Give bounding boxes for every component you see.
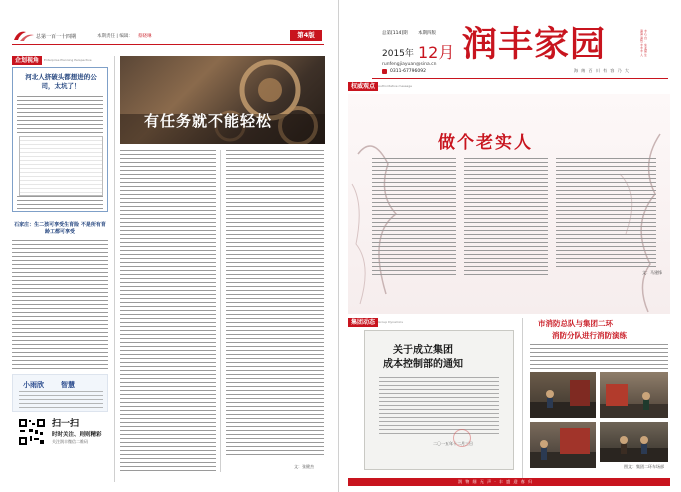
sidebar-subhead: 石家庄：生二孩可享受生育险 不是所有育龄工都可享受 [14, 222, 106, 235]
left-page [0, 0, 339, 492]
article-col-divider [220, 150, 221, 472]
notice-tag: 集团动态 [348, 318, 378, 327]
feature-col-2 [464, 158, 548, 278]
promo-title: 小雨欣 [23, 381, 44, 389]
masthead-year: 2015年 [382, 49, 414, 59]
promo-sub: 智慧 [61, 381, 75, 389]
masthead-phone: 0311-67796092 [390, 69, 426, 74]
header-page-label: 第4版 [290, 30, 322, 41]
news-credit: 图文：集团二环车场部 [624, 464, 664, 469]
masthead-url: runfengjiayuan@sina.cn [382, 62, 437, 67]
masthead-motto: 海 纳 百 川 有 容 乃 大 [574, 68, 630, 73]
news-photo-3 [530, 422, 596, 468]
sidebar-tag-sub: Enterprise Planning Perspective [44, 58, 92, 62]
header-editor: 蔡晓琳 [138, 34, 152, 39]
notice-divider [522, 318, 523, 480]
news-body [530, 344, 668, 370]
sidebar-promo [12, 374, 108, 412]
qr-title: 扫一扫 [52, 419, 80, 429]
article-photo [120, 56, 325, 144]
feature-col-3 [556, 158, 656, 268]
sidebar-body-text-2 [17, 196, 103, 210]
feature-tag: 权威观点 [348, 82, 378, 91]
masthead-title: 润丰家园 [462, 24, 607, 65]
sidebar-ranking-table [19, 136, 103, 196]
masthead-issue: 总第[114]期 [382, 31, 408, 36]
article-author: 文：张健杰 [294, 464, 314, 469]
sidebar-body-text [17, 96, 103, 134]
promo-text [19, 391, 103, 409]
article-col-2 [226, 150, 324, 456]
feature-tag-sub: Authoritative message [378, 84, 413, 88]
phone-icon [382, 69, 387, 74]
qr-line1: 时时关注、则则精彩 [52, 432, 102, 438]
notice-body [379, 377, 499, 435]
news-title-2: 消防分队进行消防演练 [552, 331, 627, 340]
sidebar-tag: 企划视角 [12, 56, 42, 65]
header-rule [12, 44, 324, 45]
masthead-month: 12月 [418, 43, 455, 62]
article-col-1 [120, 150, 216, 472]
news-photo-1 [530, 372, 596, 418]
header-issue: 总第一百一十四期 [36, 34, 77, 40]
bottom-bar-text: 润 物 细 无 声 · 丰 盛 迎 春 归 [458, 479, 533, 484]
notice-box [364, 330, 514, 470]
page-bottom-bar [348, 478, 670, 486]
notice-tag-sub: Group Dynamics [378, 320, 403, 324]
feature-title: 做个老实人 [438, 133, 533, 153]
feature-banner [348, 94, 670, 314]
header-inner-label: 本期责任 | 编辑： [97, 34, 133, 39]
sidebar-headline: 河北人挤破头都想进的公司，太坑了！ [25, 73, 97, 90]
qr-line2: 关注润丰微信二维码 [52, 439, 88, 444]
masthead-slogan: 润 丰 润 心 润 自 然 · 丰 实 丰 业 丰 富 人 生 [640, 29, 647, 57]
sidebar-divider [114, 56, 115, 482]
news-title-1: 市消防总队与集团二环 [538, 319, 613, 328]
feature-col-1 [372, 158, 456, 278]
notice-title-1: 关于成立集团 [393, 345, 453, 356]
feature-author: 文：马建锋 [642, 270, 662, 275]
sidebar [12, 56, 108, 482]
news-photo-2 [600, 372, 668, 418]
news-photo-4 [600, 422, 668, 462]
qr-code[interactable] [18, 418, 46, 446]
article-title: 有任务就不能轻松 [144, 112, 273, 130]
right-page [342, 0, 681, 492]
notice-date: 二〇一五年十二月三日 [433, 441, 473, 446]
notice-seal [453, 429, 471, 447]
masthead-dept: 本期四版 [418, 31, 436, 36]
notice-title-2: 成本控制部的通知 [383, 359, 463, 370]
masthead-rule [372, 78, 668, 79]
sidebar-body-text-3 [12, 240, 108, 372]
sidebar-box [12, 67, 108, 212]
